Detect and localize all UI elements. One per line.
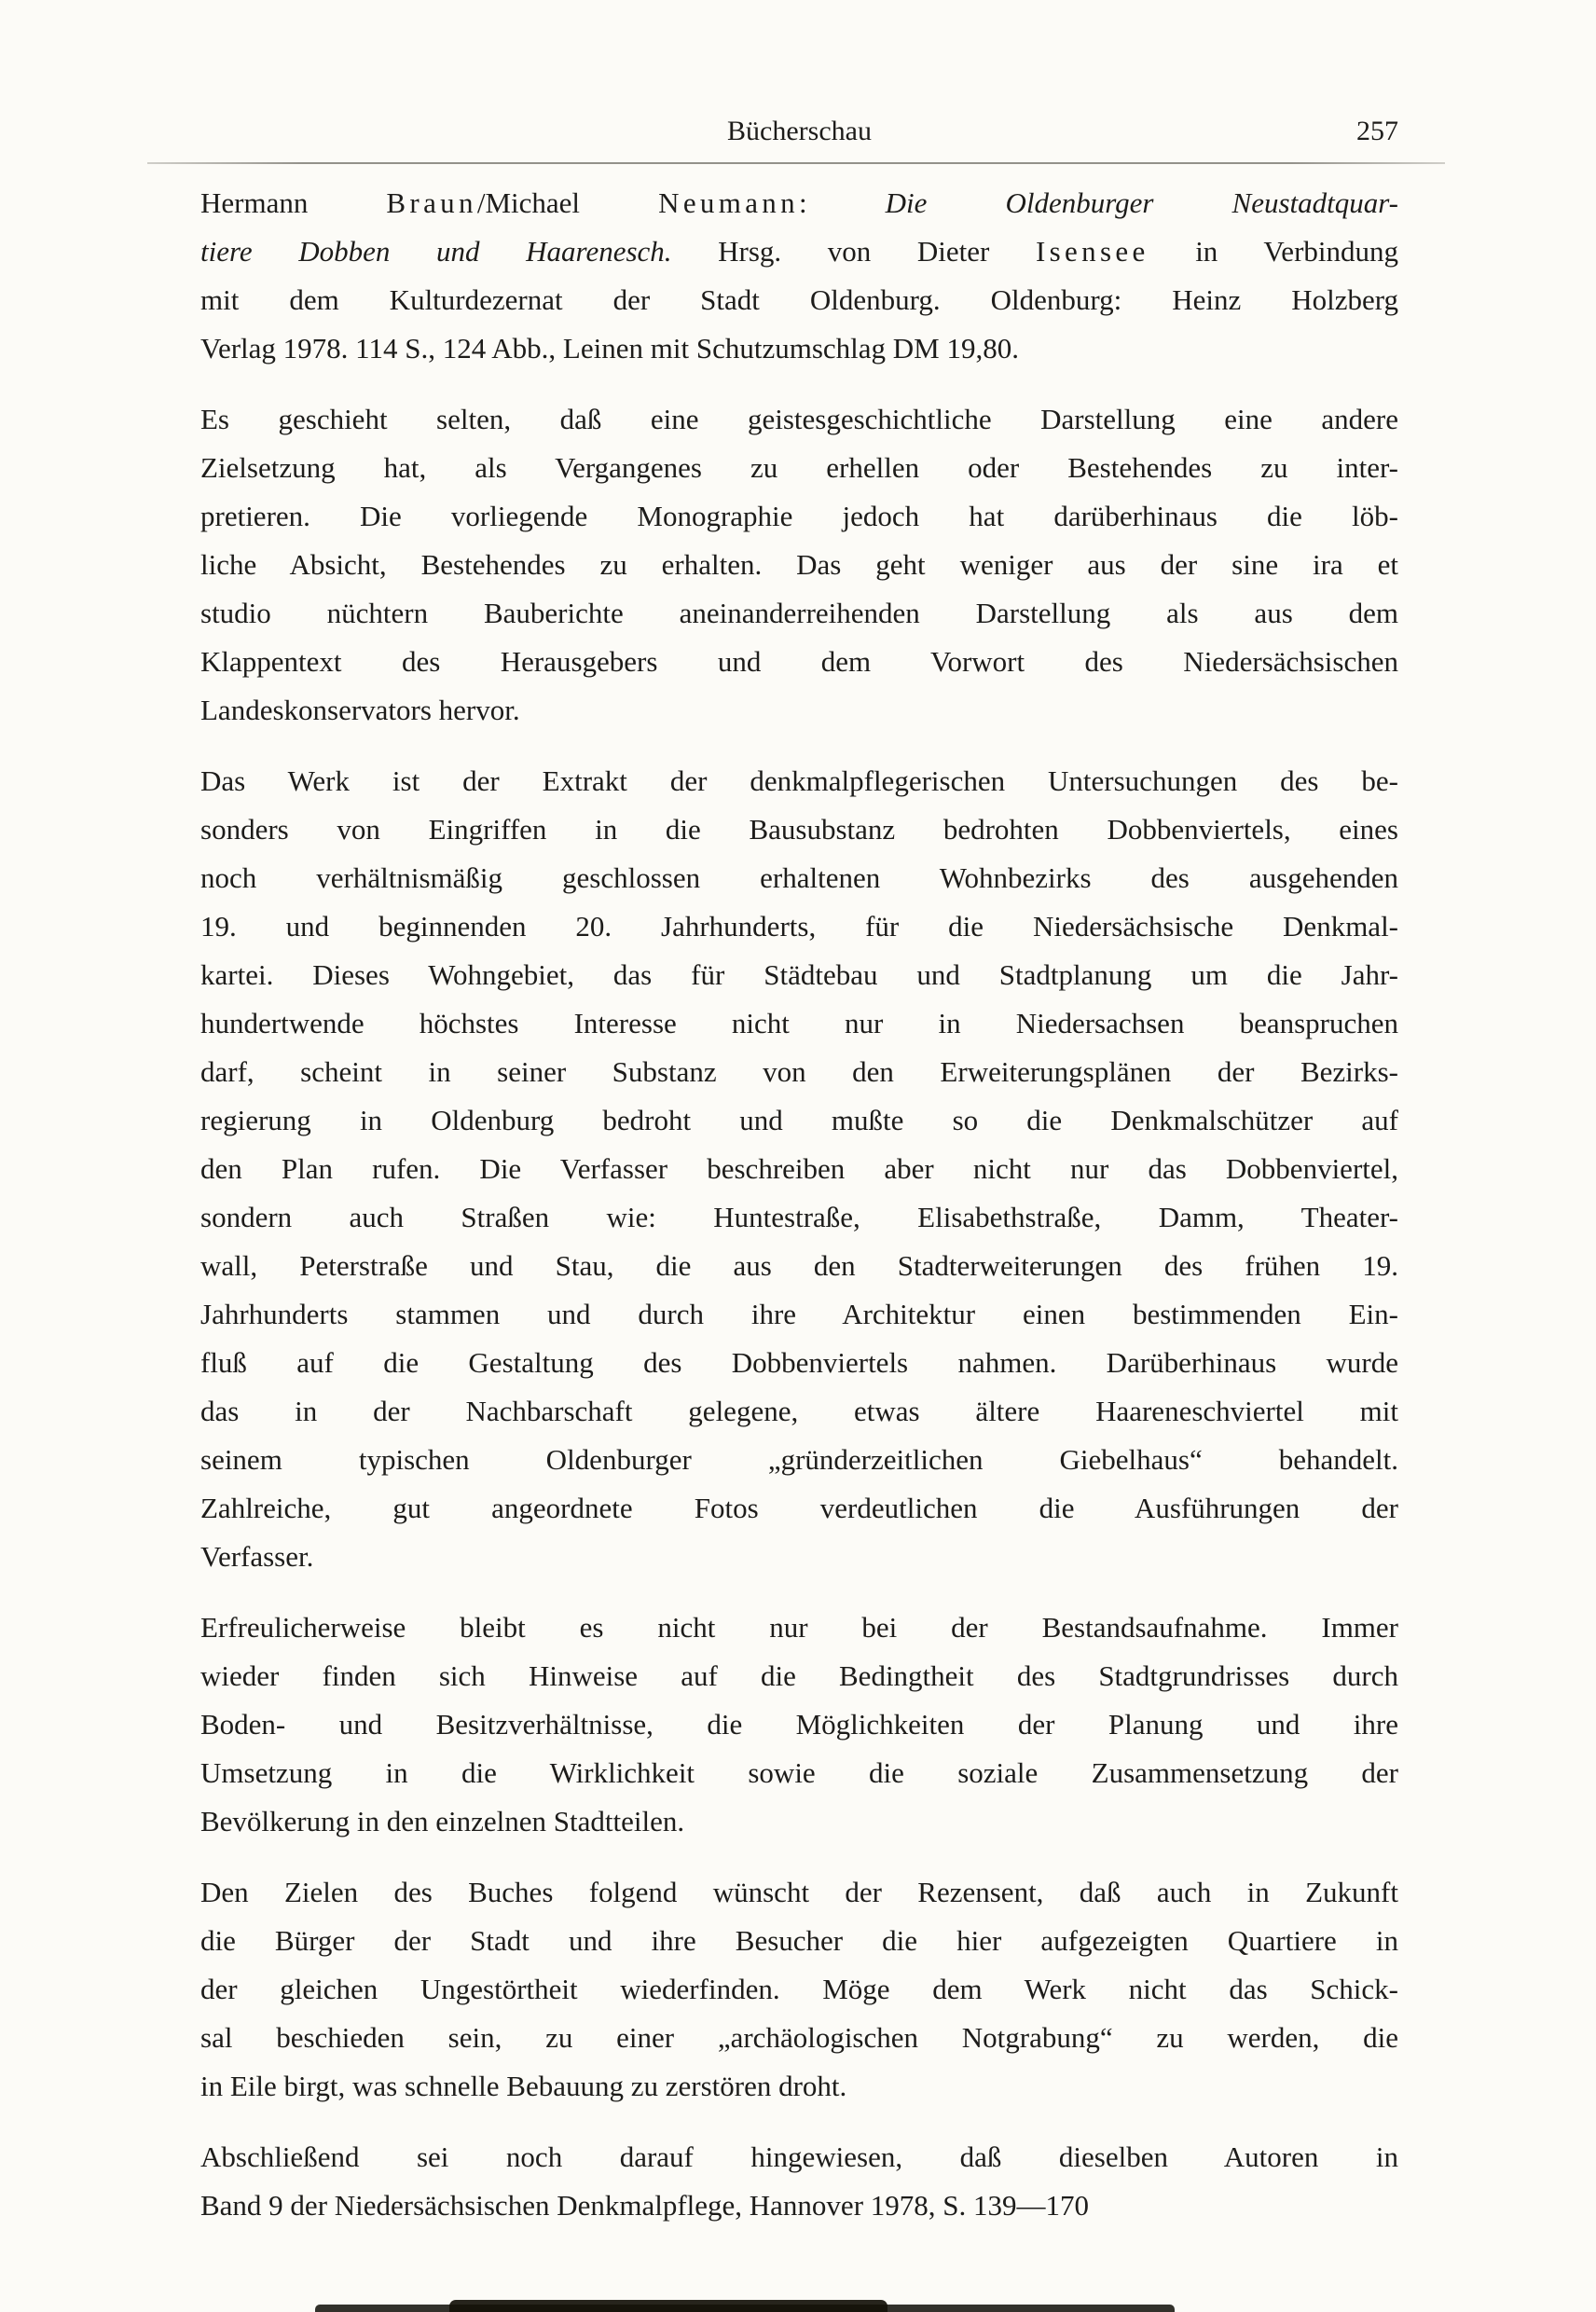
- text-line: pretieren. Die vorliegende Monographie jedoch hat darüberhinaus die löb-: [200, 500, 1398, 532]
- text-line: Landeskonservators hervor.: [200, 694, 520, 726]
- text-line: der gleichen Ungestörtheit wiederfinden. Möge dem Werk nicht das Schick-: [200, 1973, 1398, 2005]
- text-line: sondern auch Straßen wie: Huntestraße, Elisabethstraße, Damm, Theater-: [200, 1201, 1398, 1233]
- text-line: Zahlreiche, gut angeordnete Fotos verdeutlichen die Ausführungen der: [200, 1492, 1398, 1524]
- spaced-text: Isensee: [1035, 235, 1149, 268]
- text-line: Band 9 der Niedersächsischen Denkmalpflege, Hannover 1978, S. 139—170: [200, 2189, 1090, 2222]
- text-line: wieder finden sich Hinweise auf die Bedingtheit des Stadtgrundrisses durch: [200, 1659, 1398, 1692]
- text-line: Erfreulicherweise bleibt es nicht nur bei der Bestandsaufnahme. Immer: [200, 1611, 1398, 1644]
- body-paragraph-2: [200, 757, 1398, 1581]
- italic-text: tiere Dobben und Haarenesch.: [200, 235, 672, 268]
- text-line: liche Absicht, Bestehendes zu erhalten. Das geht weniger aus der sine ira et: [200, 548, 1398, 581]
- text-line: Den Zielen des Buches folgend wünscht der Rezensent, daß auch in Zukunft: [200, 1876, 1398, 1908]
- text-line: Boden- und Besitzverhältnisse, die Möglichkeiten der Planung und ihre: [200, 1708, 1398, 1741]
- text-line: 19. und beginnenden 20. Jahrhunderts, für die Niedersächsische Denkmal-: [200, 910, 1398, 943]
- text-line: das in der Nachbarschaft gelegene, etwas ältere Haareneschviertel mit: [200, 1395, 1398, 1427]
- italic-text: Die Oldenburger Neustadtquar-: [885, 186, 1399, 219]
- body-paragraph-5: [200, 2133, 1398, 2230]
- text-line: seinem typischen Oldenburger „gründerzeitlichen Giebelhaus“ behandelt.: [200, 1443, 1398, 1476]
- text-line: regierung in Oldenburg bedroht und mußte so die Denkmalschützer auf: [200, 1104, 1398, 1136]
- text-block: [200, 179, 1398, 2252]
- text-line: kartei. Dieses Wohngebiet, das für Städtebau und Stadtplanung um die Jahr-: [200, 958, 1398, 991]
- spaced-text: Braun: [386, 186, 477, 219]
- text-line: darf, scheint in seiner Substanz von den Erweiterungsplänen der Bezirks-: [200, 1055, 1398, 1088]
- text-line: sonders von Eingriffen in die Bausubstanz bedrohten Dobbenviertels, eines: [200, 813, 1398, 846]
- text-line: in Eile birgt, was schnelle Bebauung zu zerstören droht.: [200, 2070, 847, 2102]
- text-line: Umsetzung in die Wirklichkeit sowie die soziale Zusammensetzung der: [200, 1756, 1398, 1789]
- body-paragraph-4: [200, 1868, 1398, 2111]
- text-line: noch verhältnismäßig geschlossen erhaltenen Wohnbezirks des ausgehenden: [200, 861, 1398, 894]
- page-number: 257: [1356, 116, 1398, 146]
- text-line: mit dem Kulturdezernat der Stadt Oldenburg. Oldenburg: Heinz Holzberg: [200, 283, 1398, 316]
- page-header: [200, 116, 1398, 155]
- running-head: Bücherschau: [727, 116, 872, 146]
- text-line: Klappentext des Herausgebers und dem Vorwort des Niedersächsischen: [200, 645, 1398, 678]
- text-line: Jahrhunderts stammen und durch ihre Architektur einen bestimmenden Ein-: [200, 1298, 1398, 1330]
- text-line: Das Werk ist der Extrakt der denkmalpflegerischen Untersuchungen des be-: [200, 764, 1398, 797]
- text-line: Bevölkerung in den einzelnen Stadtteilen.: [200, 1805, 685, 1837]
- text-line: den Plan rufen. Die Verfasser beschreiben aber nicht nur das Dobbenviertel,: [200, 1152, 1398, 1185]
- text-line: sal beschieden sein, zu einer „archäologischen Notgrabung“ zu werden, die: [200, 2021, 1398, 2054]
- text-line: Zielsetzung hat, als Vergangenes zu erhellen oder Bestehendes zu inter-: [200, 451, 1398, 484]
- text-line: Hermann Braun/Michael Neumann: Die Oldenburger Neustadtquar-: [200, 186, 1399, 219]
- citation-paragraph: [200, 179, 1398, 373]
- text-line: hundertwende höchstes Interesse nicht nur in Niedersachsen beanspruchen: [200, 1007, 1398, 1039]
- text-line: Es geschieht selten, daß eine geistesgeschichtliche Darstellung eine andere: [200, 403, 1398, 435]
- text-line: wall, Peterstraße und Stau, die aus den Stadterweiterungen des frühen 19.: [200, 1249, 1398, 1282]
- scan-artifact-blob: [449, 2300, 887, 2312]
- body-paragraph-1: [200, 395, 1398, 735]
- text-line: Verlag 1978. 114 S., 124 Abb., Leinen mit Schutzumschlag DM 19,80.: [200, 332, 1019, 365]
- body-paragraph-3: [200, 1603, 1398, 1846]
- spaced-text: Neumann: [658, 186, 799, 219]
- text-line: tiere Dobben und Haarenesch. Hrsg. von Dieter Isensee in Verbindung: [200, 235, 1398, 268]
- text-line: studio nüchtern Bauberichte aneinanderreihenden Darstellung als aus dem: [200, 597, 1398, 629]
- text-line: die Bürger der Stadt und ihre Besucher die hier aufgezeigten Quartiere in: [200, 1924, 1398, 1957]
- text-line: Abschließend sei noch darauf hingewiesen, daß dieselben Autoren in: [200, 2140, 1398, 2173]
- header-rule: [147, 162, 1445, 164]
- text-line: fluß auf die Gestaltung des Dobbenviertels nahmen. Darüberhinaus wurde: [200, 1346, 1398, 1379]
- text-line: Verfasser.: [200, 1540, 314, 1573]
